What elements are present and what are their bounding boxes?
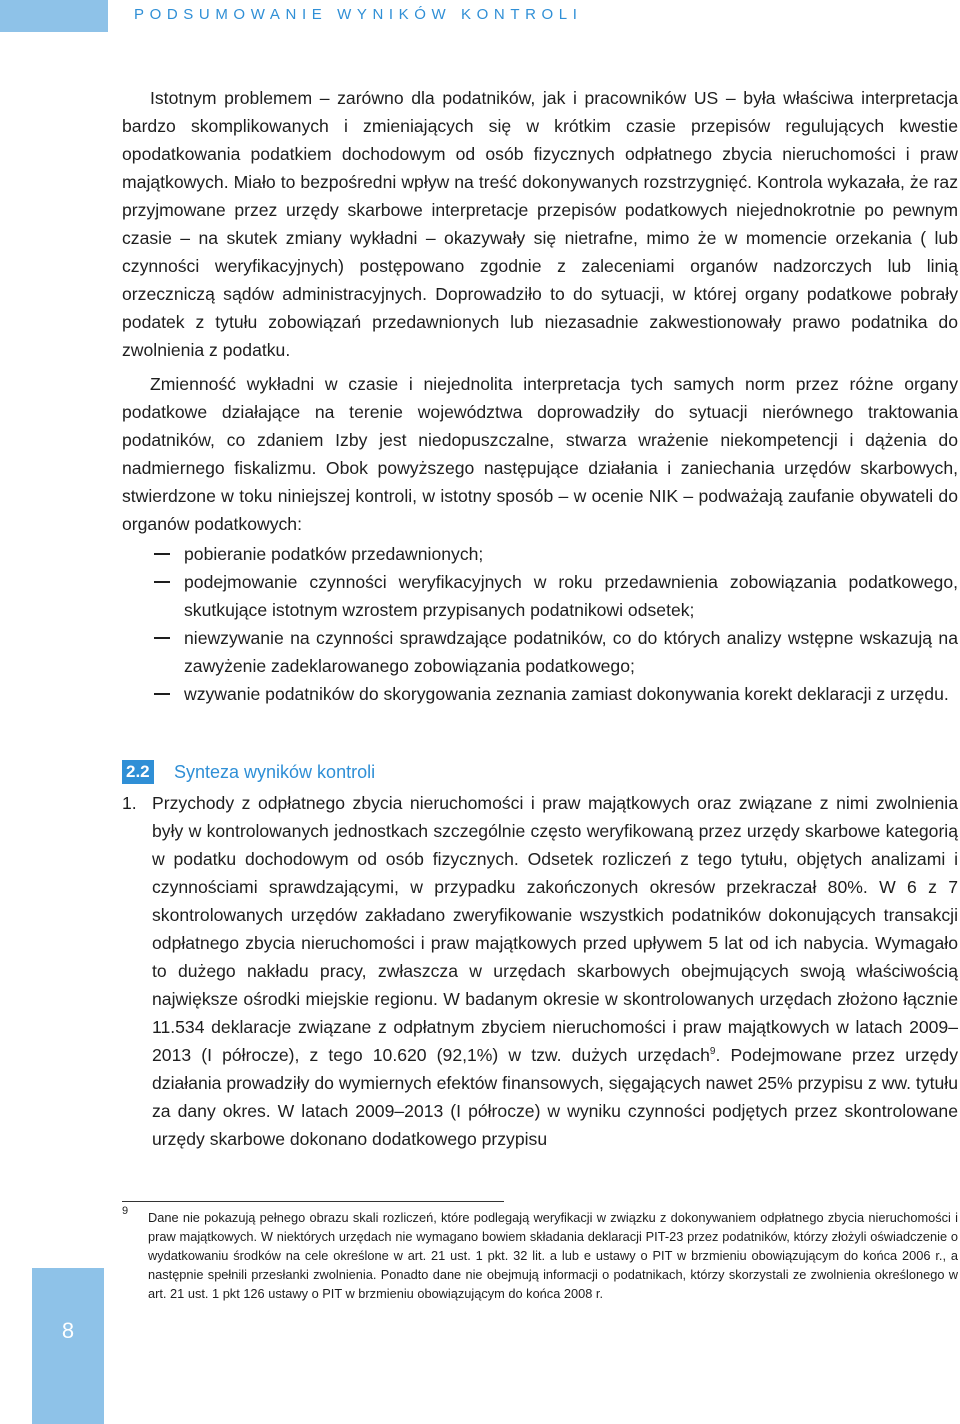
section-number-badge: 2.2 xyxy=(122,760,154,784)
paragraph-2: Zmienność wykładni w czasie i niejednolita interpretacja tych samych norm przez różne organy podatkowe działające na terenie województwa doprowadziły do sytuacji nierównego traktowania podatników, co zdaniem Izby jest niedopuszczalne, stwarza wrażenie niekompetencji i dążenia do nadmiernego fiskalizmu. Obok powyższego następujące działania i zaniechania urzędów skarbowych, stwierdzone w toku niniejszej kontroli, w istotny sposób – w ocenie NIK – podważają zaufanie obywateli do organów podatkowych: xyxy=(122,374,958,534)
list-item-text: niewzywanie na czynności sprawdzające podatników, co do których analizy wstępne wskazują na zawyżenie zadeklarowanego zobowiązania podatkowego; xyxy=(184,628,958,676)
dash-icon xyxy=(154,553,170,555)
header-color-block xyxy=(0,0,108,32)
section-title: Synteza wyników kontroli xyxy=(174,762,376,782)
footnote-number: 9 xyxy=(122,1205,129,1217)
footnote-ref[interactable]: 9 xyxy=(709,1046,716,1058)
list-item-text: wzywanie podatników do skorygowania zeznania zamiast dokonywania korekt deklaracji z urzędu. xyxy=(184,684,949,704)
page-number: 8 xyxy=(61,1318,75,1343)
list-item xyxy=(122,568,958,624)
list-item xyxy=(122,540,958,568)
item-body xyxy=(152,789,958,1153)
dash-icon xyxy=(154,581,170,583)
dash-icon xyxy=(154,693,170,695)
item-number: 1. xyxy=(122,793,137,813)
list-item xyxy=(122,680,958,708)
running-header: PODSUMOWANIE WYNIKÓW KONTROLI xyxy=(134,6,583,23)
item-text: Przychody z odpłatnego zbycia nieruchomości i praw majątkowych oraz związane z nimi zwolnienia były w kontrolowanych jednostkach szczególnie często weryfikowaną przez urzędy skarbowe kategorią w podatku dochodowym od osób fizycznych. Odsetek rozliczeń z tego tytułu, objętych analizami i czynnościami sprawdzającymi, w przypadku zakończonych okresów przekraczał 80%. W 6 z 7 skontrolowanych urzędów zakładano zweryfikowanie wszystkich podatników dokonujących transakcji odpłatnego zbycia nieruchomości i praw majątkowych przed upływem 5 lat od ich nabycia. Wymagało to dużego nakładu pracy, zwłaszcza w urzędach skarbowych obejmujących swoją właściwością największe ośrodki miejskie regionu. W badanym okresie w skontrolowanych urzędach złożono łącznie 11.534 deklaracje związane z odpłatnym zbyciem nieruchomości i praw majątkowych w latach 2009–2013 (I półrocze), z tego 10.620 (92,1%) w tzw. dużych urzędach xyxy=(152,793,958,1065)
footnote-divider xyxy=(122,1201,504,1202)
list-item xyxy=(122,624,958,680)
bullet-list xyxy=(122,540,958,708)
paragraph-1: Istotnym problemem – zarówno dla podatników, jak i pracowników US – była właściwa interpretacja bardzo skomplikowanych i zmieniających się w krótkim czasie przepisów regulujących kwestie opodatkowania podatkiem dochodowym od osób fizycznych odpłatnego zbycia nieruchomości i praw majątkowych. Miało to bezpośredni wpływ na treść dokonywanych rozstrzygnięć. Kontrola wykazała, że raz przyjmowane przez urzędy skarbowe interpretacje przepisów podatkowych niejednokrotnie po pewnym czasie – na skutek zmiany wykładni – okazywały się nietrafne, mimo że w momencie orzekania ( lub czynności weryfikacyjnych) postępowano zgodnie z zaleceniami organów nadzorczych lub linią orzeczniczą sądów administracyjnych. Doprowadziło to do sytuacji, w której organy podatkowe pobrały podatek z tytułu zobowiązań przedawnionych lub niezasadnie zakwestionowały prawo podatnika do zwolnienia z podatku. xyxy=(122,88,958,360)
list-item-text: pobieranie podatków przedawnionych; xyxy=(184,544,484,564)
dash-icon xyxy=(154,637,170,639)
list-item-text: podejmowanie czynności weryfikacyjnych w roku przedawnienia zobowiązania podatkowego, skutkujące istotnym wzrostem przypisanych podatnikowi odsetek; xyxy=(184,572,958,620)
page-number-tab xyxy=(32,1268,104,1424)
item-text-continued: . Podejmowane przez urzędy działania prowadziły do wymiernych efektów finansowych, sięgających nawet 25% przypisu z ww. tytułu za dany okres. W latach 2009–2013 (I półrocze) w wyniku czynności podjętych przez skontrolowane urzędy skarbowe dokonano dodatkowego przypisu xyxy=(152,1045,958,1149)
footnote-text: Dane nie pokazują pełnego obrazu skali rozliczeń, które podlegają weryfikacji w związku z dokonywaniem odpłatnego zbycia nieruchomości i praw majątkowych. W niektórych urzędach nie wymagano bowiem składania deklaracji PIT-23 przez podatników, którzy złożyli oświadczenie o wydatkowaniu środków na cele określone w art. 21 ust. 1 pkt. 32 lit. a lub e ustawy o PIT w brzmieniu obowiązującym do końca 2006 r., a następnie spełnili przesłanki zwolnienia. Ponadto dane nie obejmują informacji o podatnikach, którzy skorzystali ze zwolnienia określonego w art. 21 ust. 1 pkt 126 ustawy o PIT w brzmieniu obowiązującym do końca 2008 r. xyxy=(148,1210,958,1301)
